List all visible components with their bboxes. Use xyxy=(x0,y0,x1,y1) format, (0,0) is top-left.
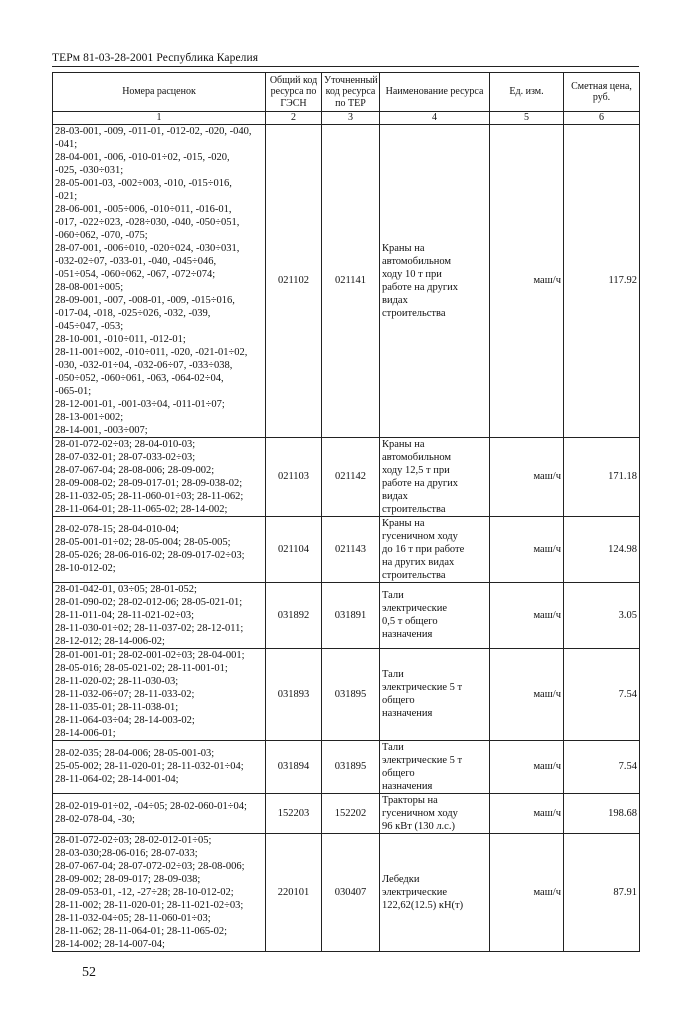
rate-code-line: -051÷054, -060÷062, -067, -072÷074; xyxy=(55,268,216,280)
table-row xyxy=(53,516,640,582)
rate-code-line: -017, -022÷023, -028÷030, -040, -050÷051, xyxy=(55,216,240,228)
resource-name-line: автомобильном xyxy=(382,451,452,463)
resource-name-cell xyxy=(380,124,490,437)
rate-code-line: 28-11-020-02; 28-11-030-03; xyxy=(55,675,179,687)
col-header-ter: Уточненный код ресурса по ТЕР xyxy=(322,73,380,112)
gesn-code-cell: 152203 xyxy=(266,793,322,833)
col-header-price: Сметная цена, руб. xyxy=(564,73,640,112)
gesn-code-cell: 220101 xyxy=(266,833,322,951)
rate-code-line: 28-11-032-06÷07; 28-11-033-02; xyxy=(55,688,195,700)
resource-name-line: автомобильном xyxy=(382,255,452,267)
resource-name-line: электрические 5 т xyxy=(382,682,463,693)
resource-name-line: электрические 5 т xyxy=(382,754,463,766)
rate-code-line: 28-14-001, -003÷007; xyxy=(55,424,148,436)
resource-name-cell xyxy=(380,437,490,516)
rate-code-line: 28-01-072-02÷03; 28-02-012-01÷05; xyxy=(55,834,212,846)
rate-code-line: 28-14-006-01; xyxy=(55,727,116,739)
rate-code-line: 28-05-026; 28-06-016-02; 28-09-017-02÷03; xyxy=(55,550,245,561)
resource-name-line: строительства xyxy=(382,503,446,515)
ter-code-cell: 031895 xyxy=(322,740,380,793)
resource-name-cell xyxy=(380,740,490,793)
rate-code-line: -030, -032-01÷04, -032-06÷07, -033÷038, xyxy=(55,359,233,371)
unit-cell: маш/ч xyxy=(490,833,564,951)
table-row xyxy=(53,124,640,437)
resource-name-cell xyxy=(380,582,490,648)
rate-code-line: 28-07-067-04; 28-08-006; 28-09-002; xyxy=(55,464,215,476)
resource-name-line: видах xyxy=(382,490,408,502)
resource-name-line: видах xyxy=(382,294,408,306)
col-header-codes: Номера расценок xyxy=(53,73,266,112)
resource-name-line: общего xyxy=(382,767,415,779)
resource-name-line: назначения xyxy=(382,780,433,792)
gesn-code-cell: 021103 xyxy=(266,437,322,516)
rate-code-line: 28-05-001-01÷02; 28-05-004; 28-05-005; xyxy=(55,537,231,548)
rate-code-line: 28-14-002; 28-14-007-04; xyxy=(55,938,165,950)
resource-name-line: на других видах xyxy=(382,556,455,568)
rate-code-line: -060÷062, -070, -075; xyxy=(55,229,148,241)
ter-code-cell: 021141 xyxy=(322,124,380,437)
rate-code-line: 28-11-035-01; 28-11-038-01; xyxy=(55,701,179,713)
table-row xyxy=(53,833,640,951)
rate-code-line: 28-11-002; 28-11-020-01; 28-11-021-02÷03; xyxy=(55,899,244,911)
resource-name-line: 96 кВт (130 л.с.) xyxy=(382,820,455,832)
resource-name-line: строительства xyxy=(382,307,446,319)
rate-code-line: 28-09-053-01, -12, -27÷28; 28-10-012-02; xyxy=(55,886,234,898)
col-header-name: Наименование ресурса xyxy=(380,73,490,112)
rate-codes-cell xyxy=(53,793,266,833)
rate-code-line: 28-11-064-02; 28-14-001-04; xyxy=(55,774,179,785)
resource-name-cell xyxy=(380,516,490,582)
resource-name-line: Лебедки xyxy=(382,873,420,885)
col-number: 6 xyxy=(564,112,640,125)
rate-codes-cell xyxy=(53,648,266,740)
resource-name-cell xyxy=(380,648,490,740)
rate-code-line: 28-01-090-02; 28-02-012-06; 28-05-021-01; xyxy=(55,596,243,608)
rate-code-line: 28-11-064-03÷04; 28-14-003-02; xyxy=(55,714,195,726)
rate-code-line: -032-02÷07, -033-01, -040, -045÷046, xyxy=(55,255,217,267)
rate-code-line: 28-07-067-04; 28-07-072-02÷03; 28-08-006; xyxy=(55,860,245,872)
rate-code-line: 28-13-001÷002; xyxy=(55,411,124,423)
rate-codes-cell xyxy=(53,516,266,582)
column-number-row xyxy=(53,112,640,125)
rate-code-line: 28-07-032-01; 28-07-033-02÷03; xyxy=(55,451,196,463)
rate-code-line: 28-09-008-02; 28-09-017-01; 28-09-038-02; xyxy=(55,477,243,489)
rate-code-line: -065-01; xyxy=(55,385,92,397)
resource-name-line: до 16 т при работе xyxy=(382,543,465,555)
gesn-code-cell: 031892 xyxy=(266,582,322,648)
rate-code-line: 28-11-011-04; 28-11-021-02÷03; xyxy=(55,609,195,621)
col-header-gesn: Общий код ресурса по ГЭСН xyxy=(266,73,322,112)
rate-code-line: 28-05-001-03, -002÷003, -010, -015÷016, xyxy=(55,177,232,189)
col-header-unit: Ед. изм. xyxy=(490,73,564,112)
col-number: 5 xyxy=(490,112,564,125)
gesn-code-cell: 021104 xyxy=(266,516,322,582)
rate-code-line: 28-11-064-01; 28-11-065-02; 28-14-002; xyxy=(55,503,228,515)
price-cell: 87.91 xyxy=(564,833,640,951)
rate-code-line: -021; xyxy=(55,190,78,202)
col-number: 2 xyxy=(266,112,322,125)
unit-cell: маш/ч xyxy=(490,437,564,516)
resource-name-line: 0,5 т общего xyxy=(382,616,438,627)
table-row xyxy=(53,582,640,648)
rate-codes-cell xyxy=(53,437,266,516)
table-body xyxy=(53,124,640,951)
header-rule xyxy=(52,66,639,67)
rate-code-line: 28-12-012; 28-14-006-02; xyxy=(55,635,165,647)
ter-code-cell: 152202 xyxy=(322,793,380,833)
resource-name-line: Краны на xyxy=(382,517,425,529)
rate-code-line: 28-02-035; 28-04-006; 28-05-001-03; xyxy=(55,748,215,759)
rate-code-line: 28-10-012-02; xyxy=(55,563,116,574)
resource-name-line: электрические xyxy=(382,603,448,614)
ter-code-cell: 021143 xyxy=(322,516,380,582)
rate-code-line: -025, -030÷031; xyxy=(55,164,124,176)
table-row xyxy=(53,648,640,740)
price-cell: 124.98 xyxy=(564,516,640,582)
table-row xyxy=(53,740,640,793)
price-cell: 171.18 xyxy=(564,437,640,516)
col-number: 4 xyxy=(380,112,490,125)
table-header-row xyxy=(53,73,640,112)
table-row xyxy=(53,437,640,516)
rate-code-line: 28-09-002; 28-09-017; 28-09-038; xyxy=(55,873,201,885)
rate-code-line: -041; xyxy=(55,138,78,150)
rate-codes-cell xyxy=(53,740,266,793)
rate-code-line: 28-12-001-01, -001-03÷04, -011-01÷07; xyxy=(55,398,225,410)
gesn-code-cell: 021102 xyxy=(266,124,322,437)
resource-name-line: назначения xyxy=(382,629,433,640)
price-cell: 3.05 xyxy=(564,582,640,648)
price-cell: 198.68 xyxy=(564,793,640,833)
unit-cell: маш/ч xyxy=(490,793,564,833)
resource-name-line: 122,62(12.5) кН(т) xyxy=(382,899,464,911)
resource-name-line: Тракторы на xyxy=(382,794,438,806)
rate-code-line: 28-11-032-05; 28-11-060-01÷03; 28-11-062; xyxy=(55,490,244,502)
rate-code-line: 28-06-001, -005÷006, -010÷011, -016-01, xyxy=(55,203,232,215)
rate-code-line: 28-11-001÷002, -010÷011, -020, -021-01÷02, xyxy=(55,346,248,358)
resource-name-cell xyxy=(380,793,490,833)
resource-name-line: работе на других xyxy=(382,477,459,489)
col-number: 3 xyxy=(322,112,380,125)
rate-code-line: 28-11-030-01÷02; 28-11-037-02; 28-12-011; xyxy=(55,622,244,634)
rate-code-line: -017-04, -018, -025÷026, -032, -039, xyxy=(55,307,211,319)
rate-code-line: -045÷047, -053; xyxy=(55,320,124,332)
rate-code-line: 28-01-042-01, 03÷05; 28-01-052; xyxy=(55,583,197,595)
rate-code-line: 28-02-078-04, -30; xyxy=(55,814,135,825)
rate-code-line: 28-11-062; 28-11-064-01; 28-11-065-02; xyxy=(55,925,228,937)
rate-code-line: 28-07-001, -006÷010, -020÷024, -030÷031, xyxy=(55,242,240,254)
rate-code-line: 28-02-078-15; 28-04-010-04; xyxy=(55,524,179,535)
rate-code-line: 28-05-016; 28-05-021-02; 28-11-001-01; xyxy=(55,662,228,674)
resource-name-line: гусеничном ходу xyxy=(382,530,458,542)
resource-name-line: Тали xyxy=(382,669,404,680)
rate-codes-cell xyxy=(53,582,266,648)
ter-code-cell: 031891 xyxy=(322,582,380,648)
resource-name-line: Краны на xyxy=(382,242,425,254)
resource-name-line: строительства xyxy=(382,569,446,581)
document-header: ТЕРм 81-03-28-2001 Республика Карелия xyxy=(52,52,259,64)
unit-cell: маш/ч xyxy=(490,516,564,582)
rate-code-line: 28-02-019-01÷02, -04÷05; 28-02-060-01÷04; xyxy=(55,801,247,812)
ter-code-cell: 030407 xyxy=(322,833,380,951)
rate-code-line: 25-05-002; 28-11-020-01; 28-11-032-01÷04; xyxy=(55,761,244,772)
gesn-code-cell: 031894 xyxy=(266,740,322,793)
rate-code-line: 28-09-001, -007, -008-01, -009, -015÷016, xyxy=(55,294,235,306)
table-row xyxy=(53,793,640,833)
resource-name-line: общего xyxy=(382,695,415,706)
ter-code-cell: 031895 xyxy=(322,648,380,740)
resource-table xyxy=(52,72,640,952)
unit-cell: маш/ч xyxy=(490,740,564,793)
rate-code-line: 28-11-032-04÷05; 28-11-060-01÷03; xyxy=(55,912,211,924)
price-cell: 117.92 xyxy=(564,124,640,437)
resource-name-line: электрические xyxy=(382,886,448,898)
gesn-code-cell: 031893 xyxy=(266,648,322,740)
unit-cell: маш/ч xyxy=(490,124,564,437)
price-cell: 7.54 xyxy=(564,648,640,740)
rate-code-line: 28-08-001÷005; xyxy=(55,281,124,293)
resource-name-line: Тали xyxy=(382,741,404,753)
resource-name-line: назначения xyxy=(382,708,433,719)
price-cell: 7.54 xyxy=(564,740,640,793)
resource-name-line: работе на других xyxy=(382,281,459,293)
rate-codes-cell xyxy=(53,833,266,951)
resource-name-line: Краны на xyxy=(382,438,425,450)
resource-name-line: ходу 10 т при xyxy=(382,268,442,280)
rate-code-line: 28-03-030;28-06-016; 28-07-033; xyxy=(55,847,198,859)
rate-code-line: 28-04-001, -006, -010-01÷02, -015, -020, xyxy=(55,151,230,163)
rate-code-line: 28-01-072-02÷03; 28-04-010-03; xyxy=(55,438,196,450)
resource-name-cell xyxy=(380,833,490,951)
rate-code-line: 28-10-001, -010÷011, -012-01; xyxy=(55,333,186,345)
rate-code-line: 28-01-001-01; 28-02-001-02÷03; 28-04-001; xyxy=(55,649,245,661)
rate-code-line: -050÷052, -060÷061, -063, -064-02÷04, xyxy=(55,372,224,384)
resource-name-line: гусеничном ходу xyxy=(382,807,458,819)
unit-cell: маш/ч xyxy=(490,582,564,648)
page-number: 52 xyxy=(82,965,96,980)
col-number: 1 xyxy=(53,112,266,125)
rate-code-line: 28-03-001, -009, -011-01, -012-02, -020, -040, xyxy=(55,125,252,137)
resource-name-line: Тали xyxy=(382,590,404,601)
ter-code-cell: 021142 xyxy=(322,437,380,516)
unit-cell: маш/ч xyxy=(490,648,564,740)
resource-name-line: ходу 12,5 т при xyxy=(382,464,450,476)
rate-codes-cell xyxy=(53,124,266,437)
